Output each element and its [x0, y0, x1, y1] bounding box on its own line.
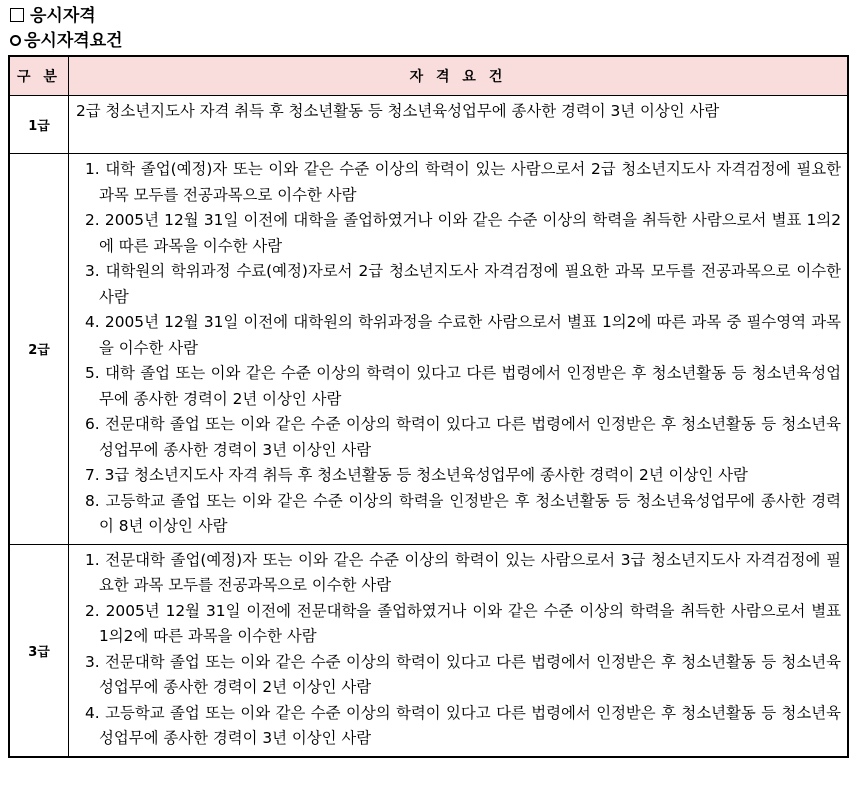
table-row-grade-3 — [9, 544, 848, 757]
list-item: 3. 전문대학 졸업 또는 이와 같은 수준 이상의 학력이 있다고 다른 법령에서 인정받은 후 청소년활동 등 청소년육성업무에 종사한 경력이 2년 이상인 사람 — [85, 652, 841, 696]
list-item: 6. 전문대학 졸업 또는 이와 같은 수준 이상의 학력이 있다고 다른 법령에서 인정받은 후 청소년활동 등 청소년육성업무에 종사한 경력이 3년 이상인 사람 — [85, 415, 841, 459]
grade-cell: 2급 — [9, 154, 69, 545]
grade-cell: 3급 — [9, 544, 69, 757]
list-item: 2. 2005년 12월 31일 이전에 전문대학을 졸업하였거나 이와 같은 수준 이상의 학력을 취득한 사람으로서 별표 1의2에 따른 과목을 이수한 사람 — [85, 601, 841, 645]
list-item: 4. 2005년 12월 31일 이전에 대학원의 학위과정을 수료한 사람으로서 별표 1의2에 따른 과목 중 필수영역 과목을 이수한 사람 — [85, 313, 841, 357]
requirement-list — [76, 548, 841, 752]
qualification-table — [8, 55, 849, 758]
list-item: 5. 대학 졸업 또는 이와 같은 수준 이상의 학력이 있다고 다른 법령에서 인정받은 후 청소년활동 등 청소년육성업무에 종사한 경력이 2년 이상인 사람 — [85, 364, 841, 408]
list-item: 2. 2005년 12월 31일 이전에 대학을 졸업하였거나 이와 같은 수준 이상의 학력을 취득한 사람으로서 별표 1의2에 따른 과목을 이수한 사람 — [85, 211, 841, 255]
grade-cell: 1급 — [9, 96, 69, 154]
table-row-grade-1 — [9, 96, 848, 154]
subsection-title: 응시자격요건 — [24, 31, 123, 51]
square-bullet-icon — [10, 8, 24, 22]
table-header-row — [9, 56, 848, 96]
subsection-heading — [10, 30, 123, 52]
requirement-cell — [69, 154, 849, 545]
requirement-cell — [69, 96, 849, 154]
list-item: 3. 대학원의 학위과정 수료(예정)자로서 2급 청소년지도사 자격검정에 필요한 과목 모두를 전공과목으로 이수한 사람 — [85, 262, 841, 306]
section-title: 응시자격 — [30, 6, 96, 26]
section-heading — [10, 5, 96, 27]
list-item: 8. 고등학교 졸업 또는 이와 같은 수준 이상의 학력을 인정받은 후 청소년활동 등 청소년육성업무에 종사한 경력이 8년 이상인 사람 — [85, 491, 841, 535]
list-item: 1. 전문대학 졸업(예정)자 또는 이와 같은 수준 이상의 학력이 있는 사람으로서 3급 청소년지도사 자격검정에 필요한 과목 모두를 전공과목으로 이수한 사람 — [85, 550, 841, 594]
header-requirements: 자 격 요 건 — [69, 56, 849, 96]
list-item: 1. 대학 졸업(예정)자 또는 이와 같은 수준 이상의 학력이 있는 사람으로서 2급 청소년지도사 자격검정에 필요한 과목 모두를 전공과목으로 이수한 사람 — [85, 160, 841, 204]
list-item: 4. 고등학교 졸업 또는 이와 같은 수준 이상의 학력이 있다고 다른 법령에서 인정받은 후 청소년활동 등 청소년육성업무에 종사한 경력이 3년 이상인 사람 — [85, 703, 841, 747]
requirement-cell — [69, 544, 849, 757]
table-row-grade-2 — [9, 154, 848, 545]
requirement-text: 2급 청소년지도사 자격 취득 후 청소년활동 등 청소년육성업무에 종사한 경력이 3년 이상인 사람 — [76, 102, 720, 120]
header-category: 구 분 — [9, 56, 69, 96]
list-item: 7. 3급 청소년지도사 자격 취득 후 청소년활동 등 청소년육성업무에 종사한 경력이 2년 이상인 사람 — [85, 466, 748, 484]
circle-bullet-icon — [10, 35, 21, 46]
requirement-list — [76, 157, 841, 540]
